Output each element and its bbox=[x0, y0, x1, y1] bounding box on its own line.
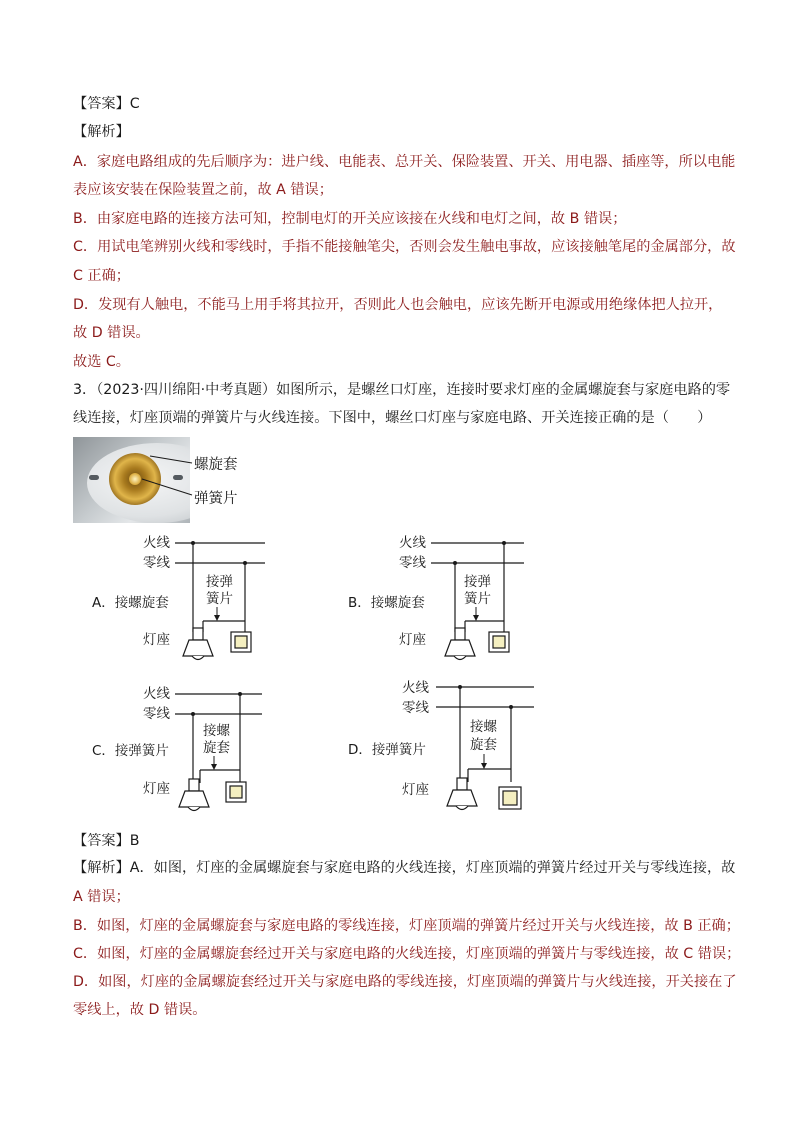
top-label-1: 接弹 bbox=[464, 574, 491, 590]
analysis-3-c: C．如图，灯座的金属螺旋套经过开关与家庭电路的火线连接，灯座顶端的弹簧片与零线连接，故 C 错误； bbox=[73, 946, 741, 962]
option-label: D．接弹簧片 bbox=[348, 742, 426, 758]
neutral-wire-label: 零线 bbox=[143, 555, 170, 571]
analysis-b: B．由家庭电路的连接方法可知，控制电灯的开关应该接在火线和电灯之间，故 B 错误； bbox=[73, 211, 627, 227]
top-label-2: 簧片 bbox=[206, 591, 233, 607]
live-wire-label: 火线 bbox=[399, 535, 426, 551]
live-wire-label: 火线 bbox=[143, 535, 170, 551]
socket-label: 灯座 bbox=[143, 632, 170, 648]
analysis-a-line1: A．家庭电路组成的先后顺序为：进户线、电能表、总开关、保险装置、开关、用电器、插座等，所以电能 bbox=[73, 154, 736, 170]
analysis-3-a-line1: 【解析】A．如图，灯座的金属螺旋套与家庭电路的火线连接，灯座顶端的弹簧片经过开关与零线连接，故 bbox=[73, 860, 736, 876]
diagram-a bbox=[90, 532, 280, 672]
socket-label: 灯座 bbox=[143, 781, 170, 797]
diagram-b bbox=[346, 532, 536, 672]
analysis-3-d-line2: 零线上，故 D 错误。 bbox=[73, 1002, 207, 1018]
diagram-d bbox=[346, 676, 546, 826]
top-label-2: 簧片 bbox=[464, 591, 491, 607]
option-label: B．接螺旋套 bbox=[348, 595, 425, 611]
analysis-3-a-line2: A 错误； bbox=[73, 889, 130, 905]
live-wire-label: 火线 bbox=[402, 680, 429, 696]
analysis-c-line1: C．用试电笔辨别火线和零线时，手指不能接触笔尖，否则会发生触电事故，应该接触笔尾的金属部分，故 bbox=[73, 239, 736, 255]
live-wire-label: 火线 bbox=[143, 686, 170, 702]
choose-c: 故选 C。 bbox=[73, 354, 130, 370]
analysis-c-line2: C 正确； bbox=[73, 268, 130, 284]
option-label: C．接弹簧片 bbox=[92, 743, 169, 759]
analysis-3-b: B．如图，灯座的金属螺旋套与家庭电路的零线连接，灯座顶端的弹簧片经过开关与火线连接，故 B 正确； bbox=[73, 918, 740, 934]
question-3-line1: 3．（2023·四川绵阳·中考真题）如图所示，是螺丝口灯座，连接时要求灯座的金属螺旋套与家庭电路的零 bbox=[73, 382, 731, 398]
screw-sleeve-label: 螺旋套 bbox=[194, 457, 238, 473]
top-label-1: 接弹 bbox=[206, 574, 233, 590]
neutral-wire-label: 零线 bbox=[399, 555, 426, 571]
top-label-1: 接螺 bbox=[203, 723, 230, 739]
neutral-wire-label: 零线 bbox=[143, 706, 170, 722]
analysis-3-d-line1: D．如图，灯座的金属螺旋套经过开关与家庭电路的零线连接，灯座顶端的弹簧片与火线连接，开关接在了 bbox=[73, 974, 737, 990]
socket-label: 灯座 bbox=[399, 632, 426, 648]
neutral-wire-label: 零线 bbox=[402, 700, 429, 716]
top-label-1: 接螺 bbox=[470, 719, 497, 735]
socket-label: 灯座 bbox=[402, 782, 429, 798]
answer-1: 【答案】C bbox=[73, 96, 140, 112]
analysis-d-line2: 故 D 错误。 bbox=[73, 325, 150, 341]
spring-plate-label: 弹簧片 bbox=[194, 491, 238, 507]
top-label-2: 旋套 bbox=[470, 737, 497, 753]
top-label-2: 旋套 bbox=[203, 740, 230, 756]
analysis-d-line1: D．发现有人触电，不能马上用手将其拉开，否则此人也会触电，应该先断开电源或用绝缘体把人拉开， bbox=[73, 297, 723, 313]
analysis-heading-1: 【解析】 bbox=[73, 124, 130, 140]
option-label: A．接螺旋套 bbox=[92, 595, 169, 611]
analysis-a-line2: 表应该安装在保险装置之前，故 A 错误； bbox=[73, 182, 333, 198]
answer-3: 【答案】B bbox=[73, 833, 140, 849]
diagram-c bbox=[90, 683, 280, 823]
question-3-line2: 线连接，灯座顶端的弹簧片与火线连接。下图中，螺丝口灯座与家庭电路、开关连接正确的是（ ） bbox=[73, 410, 712, 426]
